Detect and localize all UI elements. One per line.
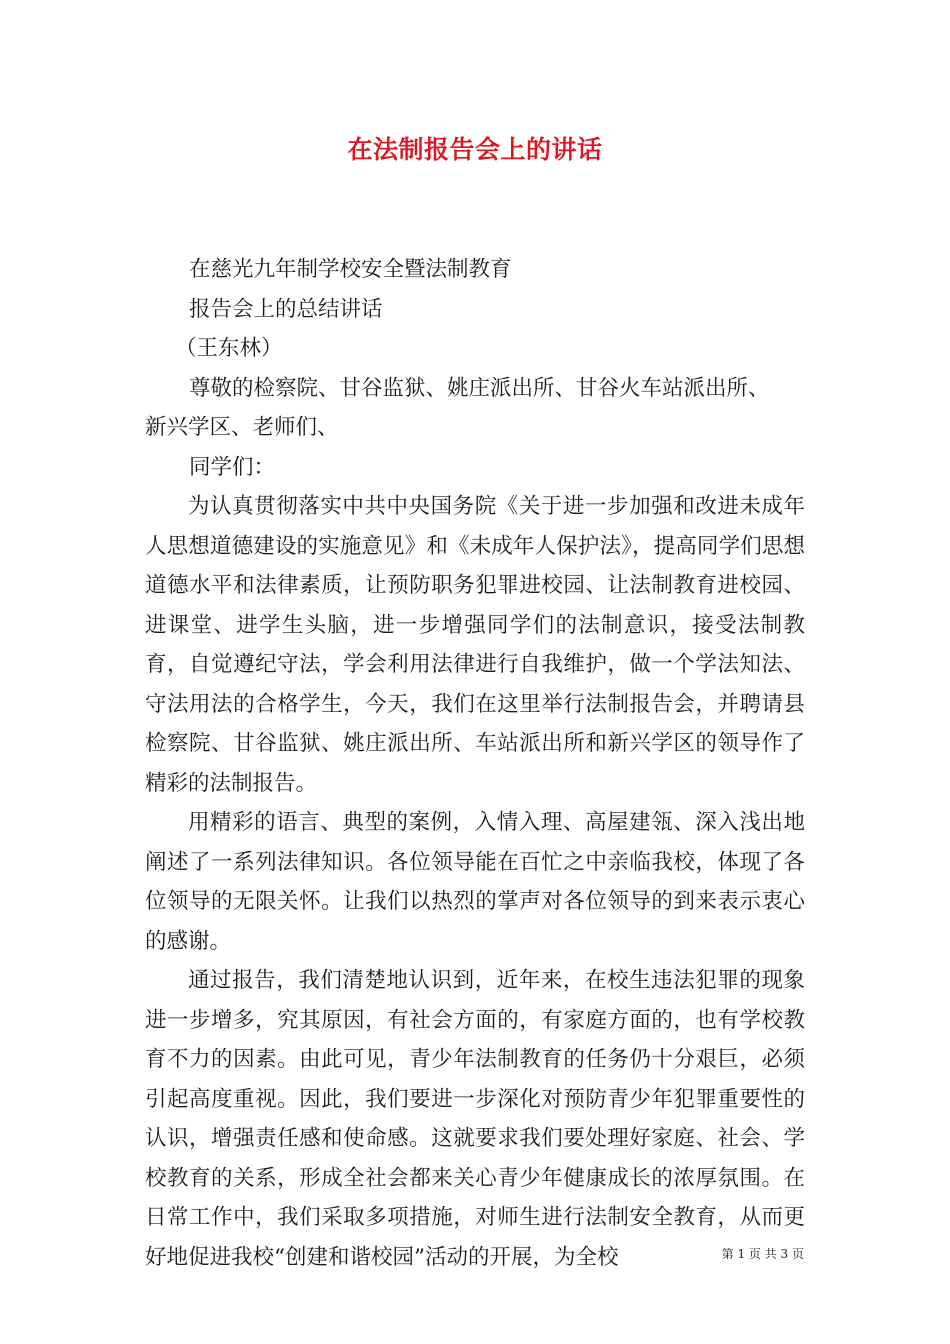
header-line-school: 在慈光九年制学校安全暨法制教育 [189, 257, 512, 282]
document-body [145, 250, 805, 1277]
paragraph-3: 通过报告，我们清楚地认识到，近年来，在校生违法犯罪的现象进一步增多，究其原因，有社会方面的，有家庭方面的，也有学校教育不力的因素。由此可见，青少年法制教育的任务仍十分艰巨，必须引起高度重视。因此，我们要进一步深化对预防青少年犯罪重要性的认识，增强责任感和使命感。这就要求我们要处理好家庭、社会、学校教育的关系，形成全社会都来关心青少年健康成长的浓厚氛围。在日常工作中，我们采取多项措施，对师生进行法制安全教育，从而更好地促进我校“创建和谐校园”活动的开展，为全校 [145, 968, 805, 1270]
document-title: 在法制报告会上的讲话 [347, 135, 603, 164]
paragraph-2: 用精彩的语言、典型的案例，入情入理、高屋建瓴、深入浅出地阐述了一系列法律知识。各位领导能在百忙之中亲临我校，体现了各位领导的无限关怀。让我们以热烈的掌声对各位领导的到来表示衷心的感谢。 [145, 810, 805, 954]
paragraph-1: 为认真贯彻落实中共中央国务院《关于进一步加强和改进未成年人思想道德建设的实施意见》和《未成年人保护法》，提高同学们思想道德水平和法律素质，让预防职务犯罪进校园、让法制教育进校园、进课堂、进学生头脑，进一步增强同学们的法制意识，接受法制教育，自觉遵纪守法，学会利用法律进行自我维护，做一个学法知法、守法用法的合格学生，今天，我们在这里举行法制报告会，并聘请县检察院、甘谷监狱、姚庄派出所、车站派出所和新兴学区的领导作了精彩的法制报告。 [145, 494, 805, 796]
greeting-line-3: 同学们： [189, 454, 276, 480]
greeting-line-1: 尊敬的检察院、甘谷监狱、姚庄派出所、甘谷火车站派出所、 [189, 375, 770, 401]
speaker-name: （王东林） [175, 336, 283, 361]
greeting-line-2: 新兴学区、老师们、 [145, 415, 339, 440]
header-line-report: 报告会上的总结讲话 [189, 296, 383, 322]
page-number: 第 1 页 共 3 页 [721, 1247, 804, 1261]
